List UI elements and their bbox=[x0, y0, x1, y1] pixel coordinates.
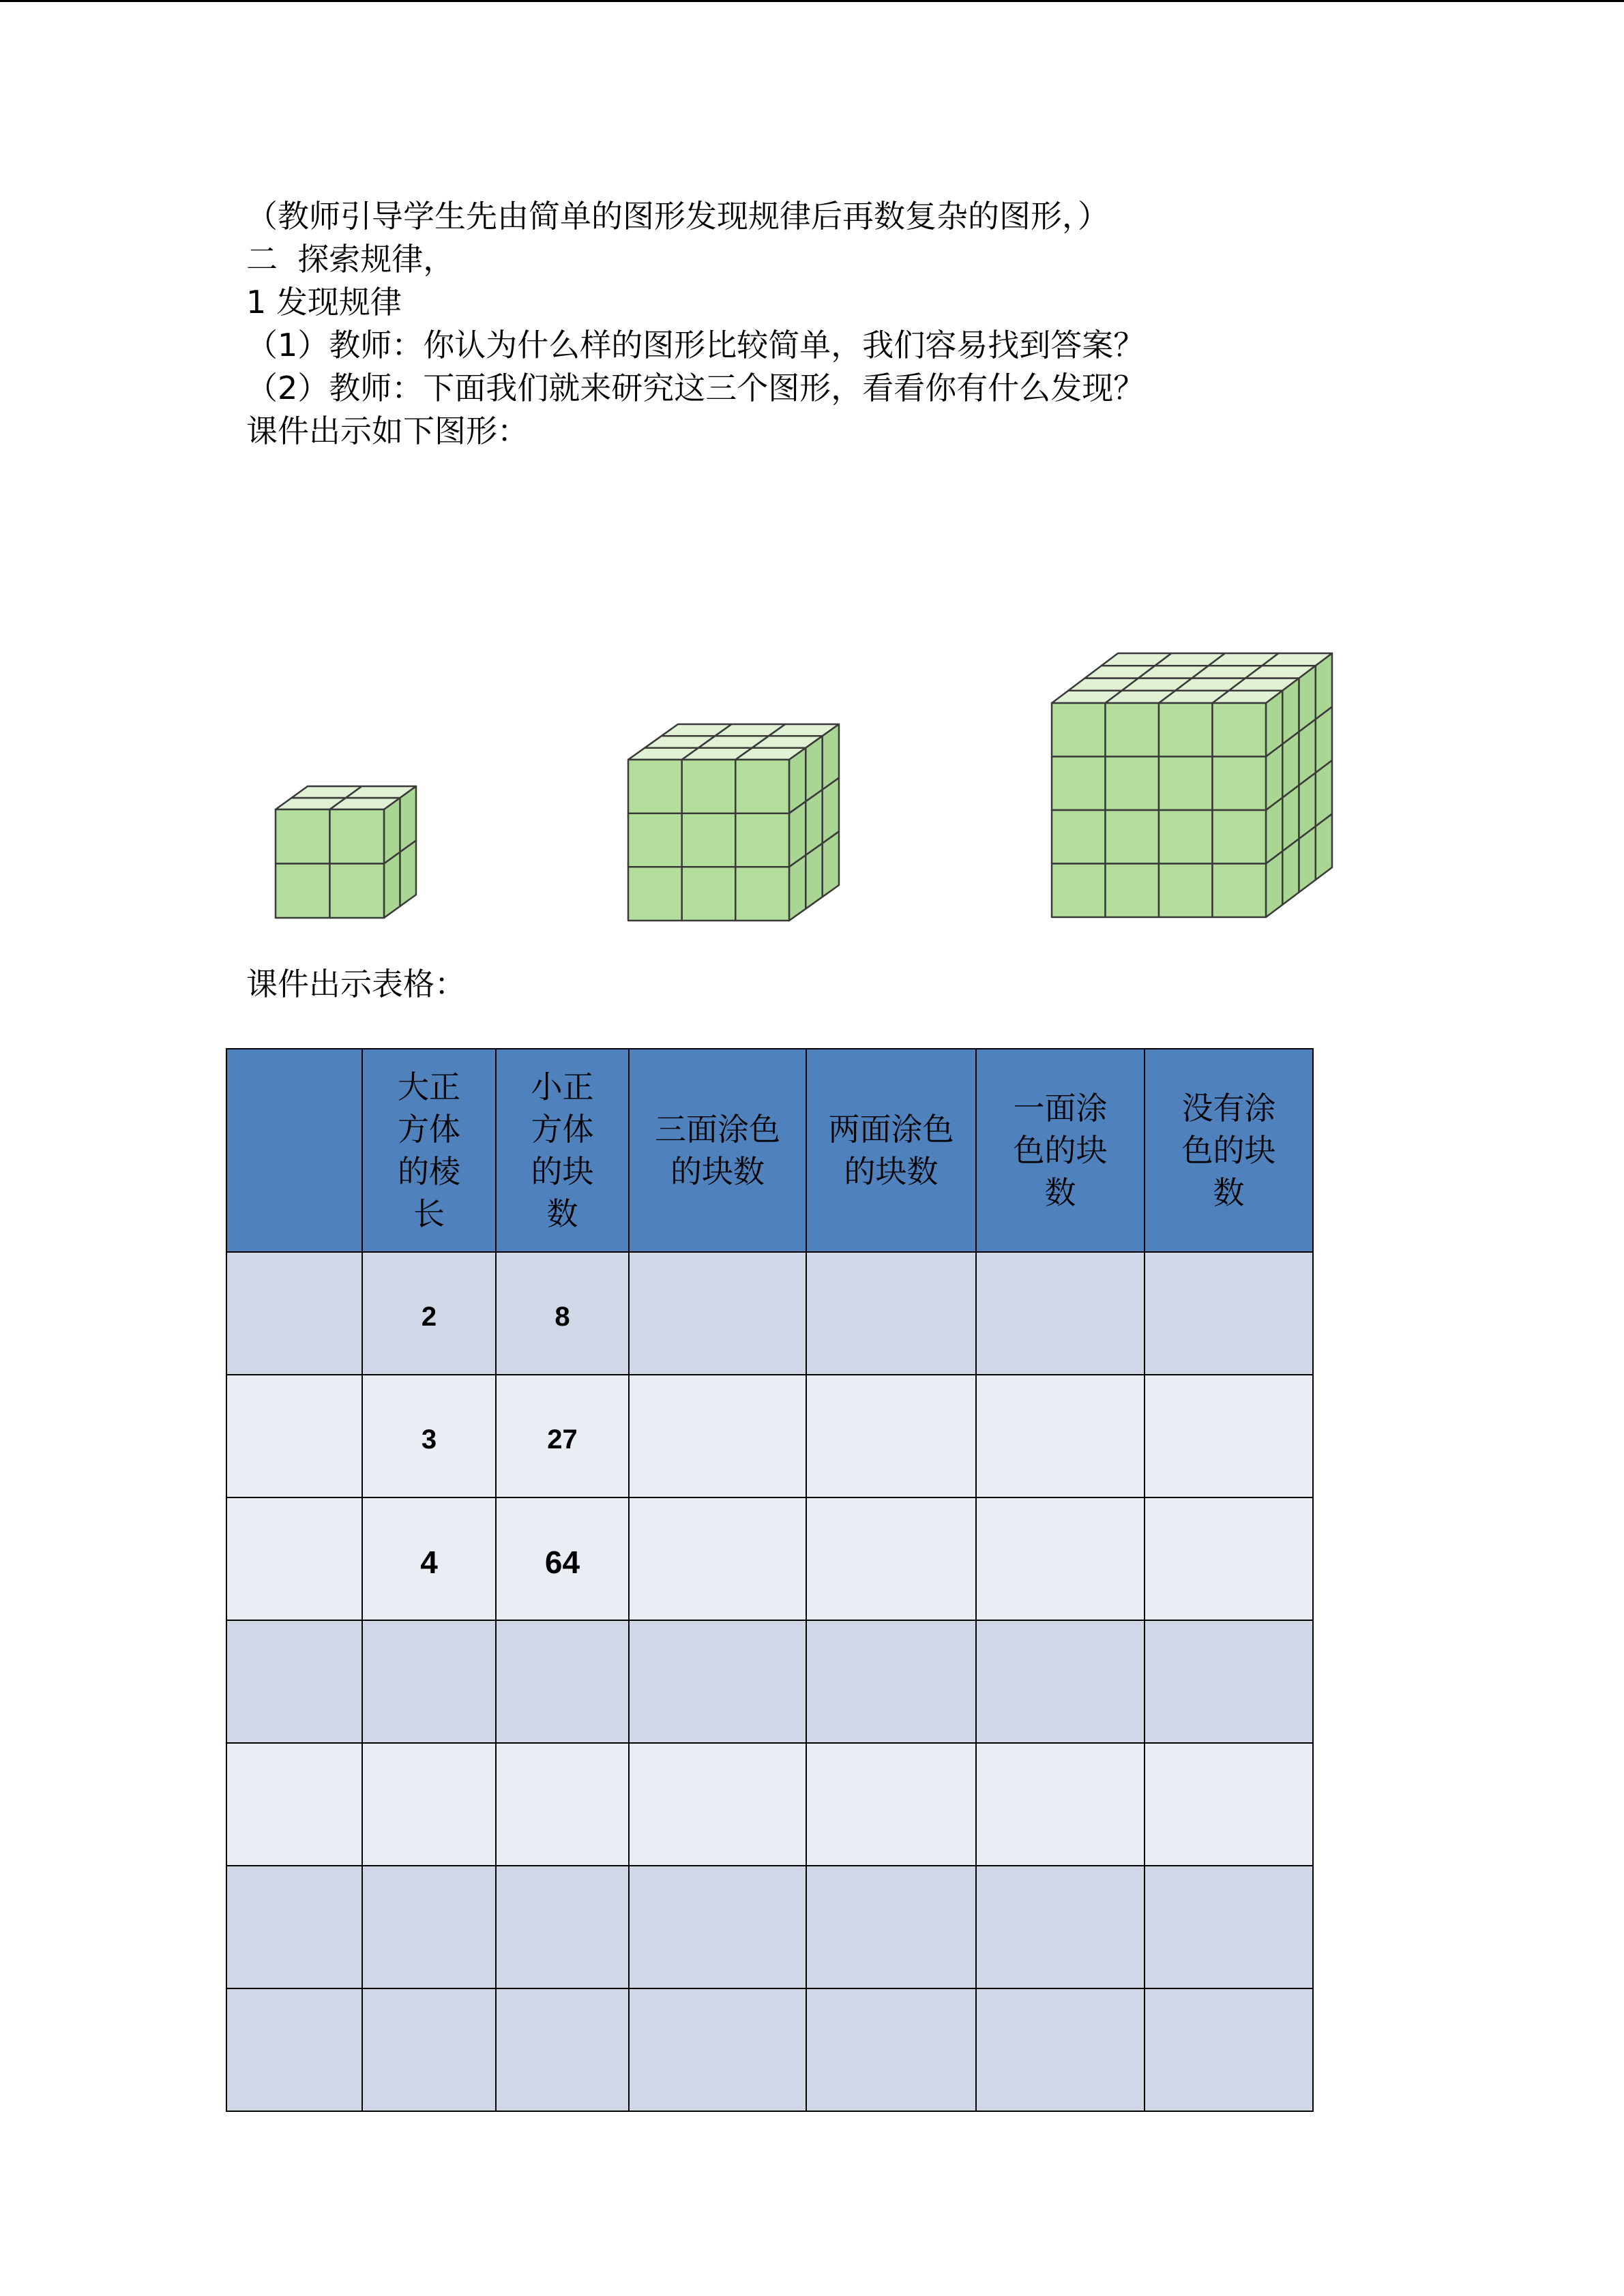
cube-front-cell bbox=[628, 814, 682, 867]
table-cell bbox=[806, 1497, 976, 1620]
question-1: （1）教师：你认为什么样的图形比较简单，我们容易找到答案？ bbox=[246, 327, 1145, 363]
table-cell bbox=[806, 1866, 976, 1988]
cube-side-cell bbox=[806, 844, 822, 909]
cube-side-cell bbox=[789, 855, 806, 921]
table-cell bbox=[629, 1988, 806, 2111]
painted-cube-table bbox=[226, 1048, 1314, 2112]
cube-front-cell bbox=[1213, 757, 1267, 811]
table-row bbox=[226, 1743, 1313, 1866]
table-cell bbox=[806, 1988, 976, 2111]
cube-side-cell bbox=[1282, 839, 1299, 905]
table-cell bbox=[976, 1375, 1145, 1497]
cube-front-cell bbox=[1213, 864, 1267, 918]
cube-front-cell bbox=[330, 864, 385, 919]
table-cell bbox=[226, 1252, 362, 1375]
cube-front-cell bbox=[1052, 864, 1106, 918]
cube-front-cell bbox=[1106, 864, 1160, 918]
table-cell: 3 bbox=[362, 1375, 496, 1497]
table-cell bbox=[496, 1620, 629, 1743]
table-cell bbox=[362, 1743, 496, 1866]
cube-front-cell bbox=[682, 760, 736, 814]
table-row bbox=[226, 1988, 1313, 2111]
table-cell bbox=[976, 1988, 1145, 2111]
table-cell bbox=[226, 1620, 362, 1743]
cube-front-cell bbox=[735, 760, 789, 814]
table-cell bbox=[1145, 1620, 1313, 1743]
cube-front-cell bbox=[1159, 810, 1213, 864]
cube-side-cell bbox=[1266, 851, 1282, 917]
table-row bbox=[226, 1252, 1313, 1375]
table-cell bbox=[976, 1866, 1145, 1988]
question-2: （2）教师：下面我们就来研究这三个图形，看看你有什么发现？ bbox=[246, 370, 1145, 406]
page-top-border bbox=[0, 0, 1624, 2]
header-cell-small-cube-count: 小正 方体 的块 数 bbox=[496, 1049, 629, 1252]
table-cell bbox=[629, 1620, 806, 1743]
cube-side-cell bbox=[1316, 814, 1332, 880]
table-cell bbox=[1145, 1743, 1313, 1866]
table-cell bbox=[1145, 1375, 1313, 1497]
table-cell bbox=[806, 1252, 976, 1375]
cube-front-cell bbox=[1052, 810, 1106, 864]
table-cell bbox=[976, 1252, 1145, 1375]
header-cell-big-cube-edge: 大正 方体 的棱 长 bbox=[362, 1049, 496, 1252]
table-cell bbox=[1145, 1252, 1313, 1375]
cube-front-cell bbox=[1213, 703, 1267, 757]
lesson-text bbox=[246, 195, 1145, 453]
table-cell bbox=[496, 1743, 629, 1866]
teacher-note: （教师引导学生先由简单的图形发现规律后再数复杂的图形，） bbox=[246, 198, 1109, 235]
table-row bbox=[226, 1497, 1313, 1620]
cube-front-cell bbox=[276, 864, 330, 919]
table-cell bbox=[226, 1375, 362, 1497]
cube-front-cell bbox=[330, 809, 385, 864]
header-cell-three-faces: 三面涂色 的块数 bbox=[629, 1049, 806, 1252]
cube-front-cell bbox=[628, 867, 682, 921]
table-cell bbox=[226, 1497, 362, 1620]
cube-front-cell bbox=[1106, 703, 1160, 757]
table-cell bbox=[496, 1988, 629, 2111]
cube-side-cell bbox=[1299, 826, 1316, 893]
cube-figures bbox=[0, 648, 1624, 955]
cube-figure-2 bbox=[276, 786, 416, 918]
table-cell bbox=[226, 1866, 362, 1988]
table-cell bbox=[362, 1866, 496, 1988]
header-cell-no-face: 没有涂 色的块 数 bbox=[1145, 1049, 1313, 1252]
table-cell bbox=[976, 1620, 1145, 1743]
header-cell-blank bbox=[226, 1049, 362, 1252]
table-cell bbox=[1145, 1988, 1313, 2111]
table-cell bbox=[629, 1497, 806, 1620]
cube-front-cell bbox=[1159, 757, 1213, 811]
table-cell: 8 bbox=[496, 1252, 629, 1375]
table-cell bbox=[976, 1497, 1145, 1620]
cube-front-cell bbox=[682, 814, 736, 867]
table-cell bbox=[362, 1988, 496, 2111]
table-cell bbox=[806, 1743, 976, 1866]
table-row bbox=[226, 1620, 1313, 1743]
cube-front-cell bbox=[1106, 810, 1160, 864]
cube-front-cell bbox=[682, 867, 736, 921]
table-cell bbox=[362, 1620, 496, 1743]
table-cell: 64 bbox=[496, 1497, 629, 1620]
cube-front-cell bbox=[1213, 810, 1267, 864]
cube-front-cell bbox=[1159, 703, 1213, 757]
header-cell-two-faces: 两面涂色 的块数 bbox=[806, 1049, 976, 1252]
header-cell-one-face: 一面涂 色的块 数 bbox=[976, 1049, 1145, 1252]
table-row bbox=[226, 1375, 1313, 1497]
table-body bbox=[226, 1252, 1313, 2111]
table-cell bbox=[629, 1375, 806, 1497]
table-cell bbox=[806, 1620, 976, 1743]
table-caption: 课件出示表格： bbox=[246, 966, 466, 1002]
table-cell bbox=[629, 1866, 806, 1988]
cube-front-cell bbox=[628, 760, 682, 814]
table-cell: 2 bbox=[362, 1252, 496, 1375]
table-row bbox=[226, 1866, 1313, 1988]
table-header-row bbox=[226, 1049, 1313, 1252]
table-cell bbox=[629, 1743, 806, 1866]
cube-side-cell bbox=[823, 831, 839, 897]
cube-front-cell bbox=[735, 867, 789, 921]
cube-side-cell bbox=[384, 852, 400, 919]
cube-figure-4 bbox=[1052, 653, 1332, 917]
table-cell bbox=[226, 1988, 362, 2111]
cube-front-cell bbox=[276, 809, 330, 864]
table-cell bbox=[226, 1743, 362, 1866]
cube-figure-3 bbox=[628, 724, 839, 921]
table-cell bbox=[496, 1866, 629, 1988]
table-cell bbox=[1145, 1497, 1313, 1620]
table-cell bbox=[629, 1252, 806, 1375]
table-cell: 27 bbox=[496, 1375, 629, 1497]
table-cell bbox=[806, 1375, 976, 1497]
cube-front-cell bbox=[735, 814, 789, 867]
table-cell bbox=[976, 1743, 1145, 1866]
figure-intro: 课件出示如下图形： bbox=[246, 413, 529, 449]
cube-front-cell bbox=[1052, 703, 1106, 757]
table-cell: 4 bbox=[362, 1497, 496, 1620]
cube-front-cell bbox=[1159, 864, 1213, 918]
cube-side-cell bbox=[400, 841, 417, 907]
section-heading: 二 探索规律， bbox=[246, 241, 455, 278]
subsection-heading: 1 发现规律 bbox=[246, 284, 402, 320]
table-head bbox=[226, 1049, 1313, 1252]
cube-front-cell bbox=[1106, 757, 1160, 811]
table-cell bbox=[1145, 1866, 1313, 1988]
cube-front-cell bbox=[1052, 757, 1106, 811]
